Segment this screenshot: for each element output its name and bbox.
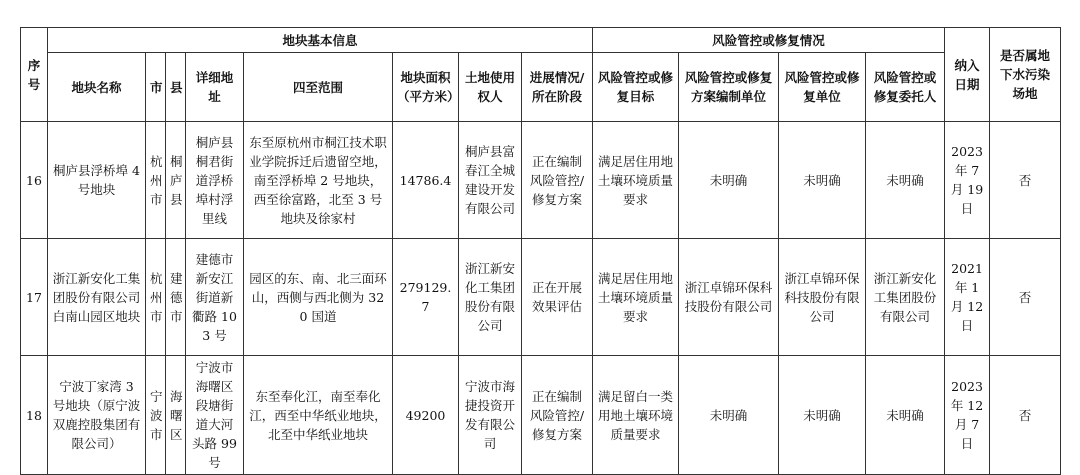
contaminated-sites-table	[20, 27, 1061, 475]
cell-site-name: 桐庐县浮桥埠 4 号地块	[48, 122, 146, 239]
cell-target: 满足留白一类用地土壤环境质量要求	[593, 356, 679, 475]
cell-area: 279129.7	[393, 239, 459, 356]
header-city: 市	[146, 53, 166, 122]
header-progress: 进展情况/所在阶段	[522, 53, 593, 122]
cell-groundwater: 否	[990, 239, 1061, 356]
header-boundary: 四至范围	[244, 53, 393, 122]
cell-entry-date: 2023 年 7 月 19 日	[945, 122, 990, 239]
header-address: 详细地址	[186, 53, 244, 122]
cell-city: 杭州市	[146, 122, 166, 239]
header-site-name: 地块名称	[48, 53, 146, 122]
header-seq: 序号	[21, 28, 48, 122]
cell-site-name: 浙江新安化工集团股份有限公司白南山园区地块	[48, 239, 146, 356]
header-county: 县	[166, 53, 186, 122]
header-client: 风险管控或修复委托人	[866, 53, 945, 122]
header-owner: 土地使用权人	[459, 53, 522, 122]
cell-progress: 正在编制风险管控/修复方案	[522, 356, 593, 475]
cell-plan-unit: 未明确	[679, 122, 779, 239]
cell-client: 未明确	[866, 122, 945, 239]
cell-county: 海曙区	[166, 356, 186, 475]
cell-repair-unit: 未明确	[779, 122, 866, 239]
cell-repair-unit: 浙江卓锦环保科技股份有限公司	[779, 239, 866, 356]
cell-target: 满足居住用地土壤环境质量要求	[593, 239, 679, 356]
cell-progress: 正在开展效果评估	[522, 239, 593, 356]
cell-seq: 16	[21, 122, 48, 239]
cell-owner: 浙江新安化工集团股份有限公司	[459, 239, 522, 356]
header-group-risk: 风险管控或修复情况	[593, 28, 945, 53]
cell-county: 桐庐县	[166, 122, 186, 239]
cell-repair-unit: 未明确	[779, 356, 866, 475]
cell-boundary: 东至原杭州市桐江技术职业学院拆迁后遗留空地，南至浮桥埠 2 号地块，西至徐富路，北至 3 号地块及徐家村	[244, 122, 393, 239]
cell-client: 未明确	[866, 356, 945, 475]
header-entry-date: 纳入日期	[945, 28, 990, 122]
cell-target: 满足居住用地土壤环境质量要求	[593, 122, 679, 239]
table-row	[21, 122, 1061, 239]
cell-entry-date: 2023 年 12 月 7 日	[945, 356, 990, 475]
cell-city: 宁波市	[146, 356, 166, 475]
cell-address: 建德市新安江街道新衢路 103 号	[186, 239, 244, 356]
table-row	[21, 356, 1061, 475]
cell-address: 桐庐县桐君街道浮桥埠村浮里线	[186, 122, 244, 239]
table-row	[21, 239, 1061, 356]
cell-plan-unit: 未明确	[679, 356, 779, 475]
cell-client: 浙江新安化工集团股份有限公司	[866, 239, 945, 356]
cell-site-name: 宁波丁家湾 3 号地块（原宁波双鹿控股集团有限公司）	[48, 356, 146, 475]
cell-boundary: 园区的东、南、北三面环山，西侧与西北侧为 320 国道	[244, 239, 393, 356]
cell-boundary: 东至奉化江，南至奉化江，西至中华纸业地块，北至中华纸业地块	[244, 356, 393, 475]
cell-seq: 17	[21, 239, 48, 356]
cell-address: 宁波市海曙区段塘街道大河头路 99 号	[186, 356, 244, 475]
cell-city: 杭州市	[146, 239, 166, 356]
header-groundwater: 是否属地下水污染场地	[990, 28, 1061, 122]
header-group-basic: 地块基本信息	[48, 28, 593, 53]
header-area: 地块面积（平方米）	[393, 53, 459, 122]
header-repair-unit: 风险管控或修复单位	[779, 53, 866, 122]
cell-progress: 正在编制风险管控/修复方案	[522, 122, 593, 239]
header-plan-unit: 风险管控或修复方案编制单位	[679, 53, 779, 122]
cell-groundwater: 否	[990, 356, 1061, 475]
cell-seq: 18	[21, 356, 48, 475]
cell-area: 14786.4	[393, 122, 459, 239]
cell-owner: 桐庐县富春江全城建设开发有限公司	[459, 122, 522, 239]
header-target: 风险管控或修复目标	[593, 53, 679, 122]
cell-entry-date: 2021 年 1 月 12 日	[945, 239, 990, 356]
cell-plan-unit: 浙江卓锦环保科技股份有限公司	[679, 239, 779, 356]
cell-owner: 宁波市海捷投资开发有限公司	[459, 356, 522, 475]
cell-area: 49200	[393, 356, 459, 475]
cell-county: 建德市	[166, 239, 186, 356]
cell-groundwater: 否	[990, 122, 1061, 239]
